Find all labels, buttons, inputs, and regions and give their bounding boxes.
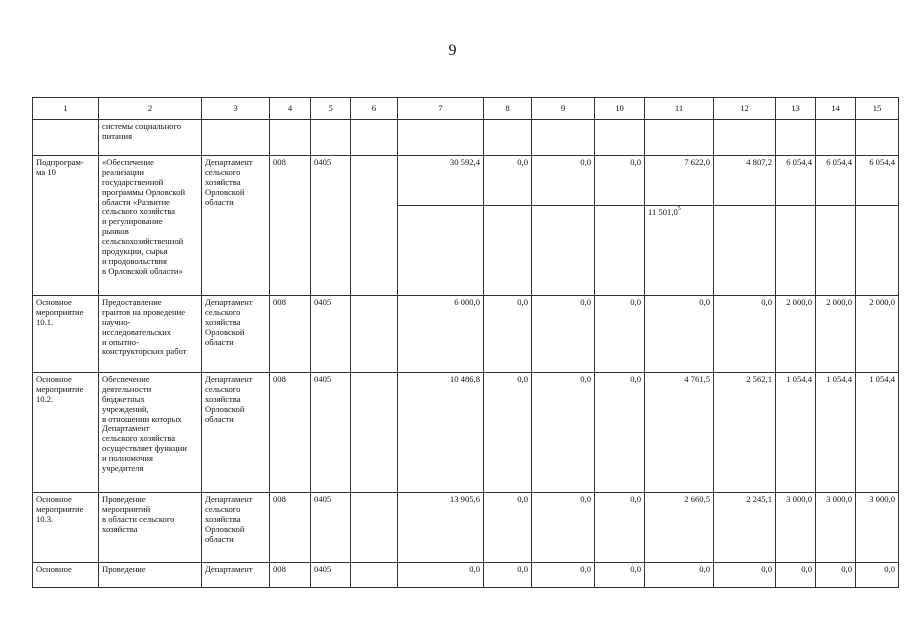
text-line: и регулирование [102,216,163,227]
cell [351,563,398,588]
cell-text [202,563,270,588]
text-line: и продовольствия [102,255,167,266]
cell [856,120,899,156]
cell: 0405 [311,563,351,588]
column-header: 15 [856,98,899,120]
cell [532,120,595,156]
cell-value: 1 054,4 [776,373,816,493]
text-line: Орловской [205,326,245,337]
text-line: в области сельского [102,513,175,524]
text-line: и полномочия [102,453,153,463]
cell-value: 0,0 [776,563,816,588]
cell-value: 0,0 [484,563,532,588]
text-line: Подпрограм- [36,157,84,167]
cell [398,206,484,296]
cell [856,206,899,296]
cell [351,493,398,563]
cell [351,373,398,493]
text-line: и опытно- [102,336,139,347]
cell: 008 [270,156,311,296]
cell-value: 2 000,0 [816,296,856,373]
cell-value: 6 054,4 [776,156,816,206]
cell-value: 0,0 [645,563,714,588]
cell-value: 13 905,6 [398,493,484,563]
text-line: в отношении которых [102,413,182,424]
text-line: области «Развитие [102,196,170,207]
cell: 008 [270,493,311,563]
cell [714,206,776,296]
cell-text [33,563,99,588]
cell-value: 6 054,4 [856,156,899,206]
cell-value: 1 054,4 [856,373,899,493]
text-line: области [205,413,234,424]
cell-text [202,296,270,373]
header-row [33,98,899,120]
cell-text [99,493,202,563]
cell [645,120,714,156]
text-line: грантов на проведение [102,306,186,317]
cell [776,206,816,296]
cell-text [99,563,202,588]
text-line: исследовательских [102,326,172,337]
text-line: продукции, сырья [102,245,168,256]
column-header: 1 [33,98,99,120]
text-line: 10.3. [36,513,54,524]
text-line: учреждений, [102,403,149,414]
cell: 0405 [311,156,351,296]
cell-text [33,493,99,563]
column-header: 7 [398,98,484,120]
cell-value: 6 000,0 [398,296,484,373]
cell-value: 0,0 [484,493,532,563]
cell-value: 0,0 [714,296,776,373]
text-line: Департамент [205,157,253,167]
text-line: хозяйства [205,176,241,187]
text-line: Основное [36,297,72,307]
cell-value: 7 622,0 [645,156,714,206]
cell-value: 3 000,0 [816,493,856,563]
text-line: 10.1. [36,316,54,327]
cell-value: 0,0 [595,493,645,563]
text-line: «Обеспечение [102,157,154,167]
text-line: научно- [102,316,131,327]
column-header: 14 [816,98,856,120]
cell-value: 3 000,0 [776,493,816,563]
cell-text [202,156,270,296]
extra-value: 11 501,0 [648,207,678,217]
column-header: 5 [311,98,351,120]
cell-value: 3 000,0 [856,493,899,563]
text-line: хозяйства [205,513,241,524]
text-line: сельскохозяйственной [102,236,184,246]
text-line: Департамент [205,297,253,307]
text-line: в Орловской области» [102,265,183,276]
cell-value: 6 054,4 [816,156,856,206]
cell [532,206,595,296]
table-row [33,563,899,588]
cell-value-extra [645,206,714,296]
cell-value: 1 054,4 [816,373,856,493]
cell-value: 0,0 [816,563,856,588]
cell-value: 0,0 [532,493,595,563]
footnote-mark: 5 [677,206,681,212]
text-line: сельского хозяйства [102,206,176,217]
text-line: Орловской [205,186,245,197]
cell-text [33,296,99,373]
text-line: ма 10 [36,166,56,177]
cell-value: 10 486,8 [398,373,484,493]
cell-value: 0,0 [856,563,899,588]
cell-value: 2 245,1 [714,493,776,563]
text-line: области [205,533,234,544]
cell-value: 2 000,0 [856,296,899,373]
table-row [33,156,899,206]
cell [714,120,776,156]
cell-text [99,373,202,493]
cell-text [99,156,202,296]
cell [311,120,351,156]
cell [816,120,856,156]
column-header: 12 [714,98,776,120]
text-line: деятельности [102,383,152,394]
table-row [33,493,899,563]
cell-value: 0,0 [595,296,645,373]
column-header: 8 [484,98,532,120]
text-line: области [205,336,234,347]
cell-value: 0,0 [532,156,595,206]
cell-value: 0,0 [714,563,776,588]
column-header: 2 [99,98,202,120]
cell: 008 [270,296,311,373]
cell-value: 0,0 [398,563,484,588]
cell-value: 30 592,4 [398,156,484,206]
cell-value: 0,0 [595,563,645,588]
text-line: питания [102,130,133,141]
text-line: Департамент [205,564,253,574]
budget-table [32,97,899,588]
cell [776,120,816,156]
text-line: Основное [36,564,72,574]
text-line: сельского [205,306,241,317]
text-line: сельского [205,166,241,177]
cell [351,120,398,156]
cell-value: 0,0 [484,296,532,373]
text-line: осуществляет функции [102,443,187,454]
text-line: реализации [102,166,144,177]
text-line: рынков [102,226,129,237]
cell: 008 [270,373,311,493]
text-line: Предоставление [102,297,162,307]
text-line: мероприятие [36,383,84,394]
text-line: конструкторских работ [102,346,187,357]
cell [351,156,398,296]
cell [202,120,270,156]
column-header: 10 [595,98,645,120]
text-line: Основное [36,374,72,384]
cell-text [33,156,99,296]
text-line: Орловской [205,403,245,414]
page-number: 9 [448,42,457,59]
cell-value: 2 660,5 [645,493,714,563]
cell-text [99,120,202,156]
cell [351,296,398,373]
text-line: хозяйства [205,393,241,404]
cell-value: 4 761,5 [645,373,714,493]
column-header: 11 [645,98,714,120]
text-line: 10.2. [36,393,54,404]
text-line: сельского [205,383,241,394]
cell-value: 2 000,0 [776,296,816,373]
text-line: системы социального [102,121,182,131]
cell-value: 2 562,1 [714,373,776,493]
cell-value: 0,0 [484,373,532,493]
cell [595,206,645,296]
text-line: Департамент [102,423,150,434]
text-line: Проведение [102,494,146,504]
text-line: сельского хозяйства [102,433,176,444]
column-header: 13 [776,98,816,120]
cell-text [33,373,99,493]
text-line: Департамент [205,374,253,384]
text-line: мероприятие [36,503,84,514]
cell [484,120,532,156]
cell-value: 0,0 [645,296,714,373]
cell-value: 0,0 [484,156,532,206]
text-line: мероприятие [36,306,84,317]
cell-text [99,296,202,373]
text-line: Департамент [205,494,253,504]
text-line: Проведение [102,564,146,574]
cell [270,120,311,156]
text-line: области [205,196,234,207]
text-line: мероприятий [102,503,151,514]
text-line: хозяйства [205,316,241,327]
cell [484,206,532,296]
cell: 008 [270,563,311,588]
text-line: государственной [102,176,164,187]
text-line: Основное [36,494,72,504]
text-line: учредителя [102,462,144,473]
cell-value: 4 807,2 [714,156,776,206]
cell-text [202,373,270,493]
cell [398,120,484,156]
column-header: 4 [270,98,311,120]
cell-value: 0,0 [532,563,595,588]
table-row [33,373,899,493]
text-line: Орловской [205,523,245,534]
column-header: 6 [351,98,398,120]
cell-text [202,493,270,563]
cell [595,120,645,156]
text-line: бюджетных [102,393,145,404]
cell: 0405 [311,493,351,563]
column-header: 3 [202,98,270,120]
cell: 0405 [311,296,351,373]
text-line: сельского [205,503,241,514]
cell [33,120,99,156]
continued-row [33,120,899,156]
text-line: Обеспечение [102,374,150,384]
column-header: 9 [532,98,595,120]
cell-value: 0,0 [532,296,595,373]
text-line: программы Орловской [102,186,186,197]
cell-value: 0,0 [595,373,645,493]
cell-value: 0,0 [532,373,595,493]
cell: 0405 [311,373,351,493]
cell [816,206,856,296]
table-row [33,296,899,373]
cell-value: 0,0 [595,156,645,206]
text-line: хозяйства [102,523,138,534]
